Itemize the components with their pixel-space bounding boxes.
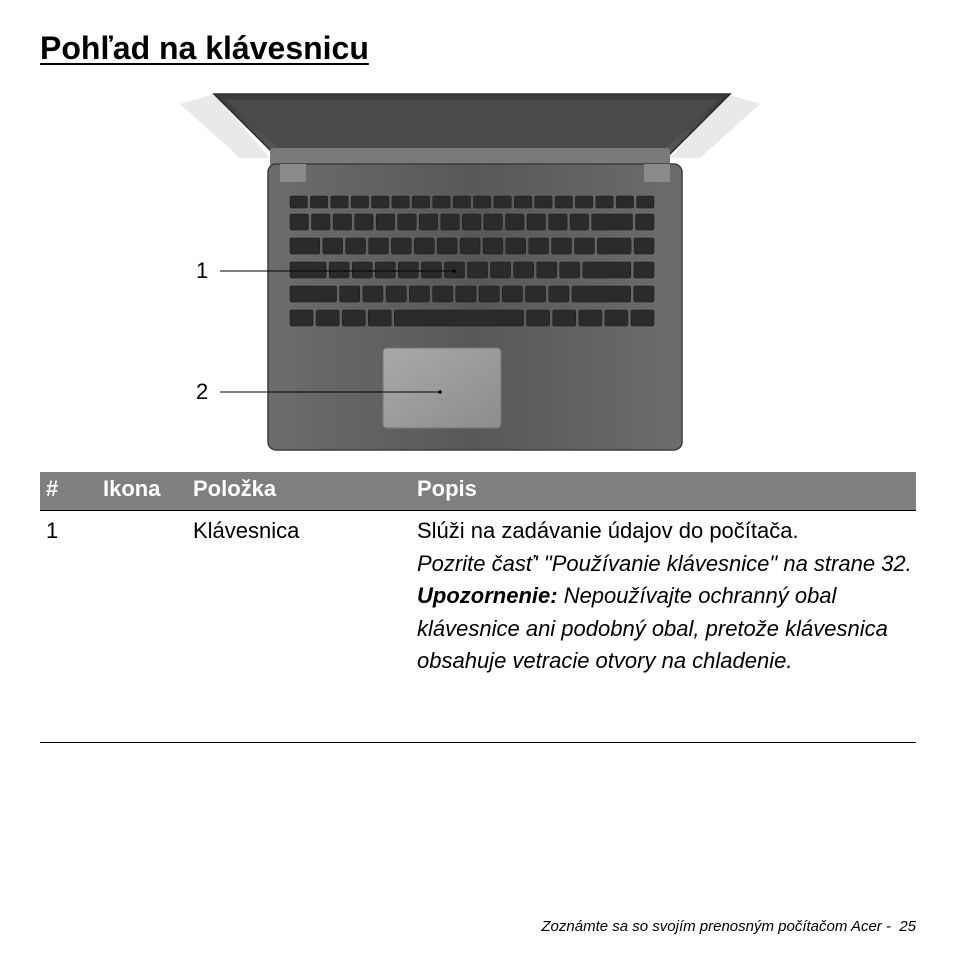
keyboard-key <box>634 286 654 302</box>
keyboard-key <box>637 196 654 208</box>
feature-table <box>40 472 916 743</box>
keyboard-key <box>333 214 352 230</box>
description-note <box>417 580 912 678</box>
keyboard-key <box>419 214 438 230</box>
keyboard-key <box>506 238 526 254</box>
row-description <box>417 515 912 678</box>
row-number: 1 <box>46 518 59 543</box>
footer-text: Zoznámte sa so svojím prenosným počítačom Acer - <box>541 918 891 935</box>
keyboard-key <box>583 262 631 278</box>
keyboard-key <box>456 286 476 302</box>
keyboard-key <box>474 196 491 208</box>
keyboard-key <box>414 238 434 254</box>
keyboard-key <box>631 310 654 326</box>
header-description: Popis <box>417 476 477 501</box>
keyboard-key <box>310 196 327 208</box>
keyboard-key <box>433 286 453 302</box>
keyboard-key <box>331 196 348 208</box>
keyboard-key <box>527 310 550 326</box>
keyboard-key <box>351 196 368 208</box>
keyboard-key <box>572 286 631 302</box>
keyboard-key <box>555 196 572 208</box>
keyboard-key <box>398 214 417 230</box>
keyboard-key <box>355 214 374 230</box>
laptop-illustration <box>170 88 770 458</box>
callout-dot-1 <box>452 269 456 273</box>
keyboard-key <box>363 286 383 302</box>
keyboard-key <box>468 262 488 278</box>
footer-page-number: 25 <box>899 918 916 935</box>
keyboard-key <box>575 238 595 254</box>
description-main: Slúži na zadávanie údajov do počítača. <box>417 518 799 543</box>
keyboard-key <box>394 310 523 326</box>
keyboard-key <box>346 238 366 254</box>
keyboard-key <box>375 262 395 278</box>
keyboard-key <box>290 262 326 278</box>
keyboard-key <box>369 238 389 254</box>
keyboard-key <box>535 196 552 208</box>
laptop-keyboard-figure <box>170 88 770 458</box>
callout-number-2: 2 <box>196 379 209 404</box>
keyboard-key <box>433 196 450 208</box>
laptop-screen <box>226 100 718 156</box>
keyboard-key <box>597 238 631 254</box>
keyboard-key <box>398 262 418 278</box>
keyboard-key <box>526 286 546 302</box>
keyboard-key <box>494 196 511 208</box>
keyboard-key <box>323 238 343 254</box>
keyboard-key <box>386 286 406 302</box>
keyboard-key <box>409 286 429 302</box>
table-row <box>40 511 916 743</box>
keyboard-key <box>552 238 572 254</box>
keyboard-key <box>372 196 389 208</box>
note-text: Nepoužívajte ochranný obal klávesnice ani podobný obal, pretože klávesnica obsahuje vetracie otvory na chladenie. <box>417 583 888 673</box>
keyboard-key <box>342 310 365 326</box>
header-item: Položka <box>193 476 277 501</box>
keyboard-key <box>391 238 411 254</box>
keyboard-key <box>529 238 549 254</box>
page-footer <box>541 918 916 935</box>
keyboard-key <box>290 310 313 326</box>
keyboard-key <box>462 214 481 230</box>
keyboard-key <box>412 196 429 208</box>
keyboard-key <box>290 238 320 254</box>
keyboard-key <box>527 214 546 230</box>
keyboard-key <box>376 214 395 230</box>
keyboard-key <box>616 196 633 208</box>
description-reference: Pozrite časť' "Používanie klávesnice" na strane 32. <box>417 550 912 576</box>
keyboard-key <box>340 286 360 302</box>
hinge-right <box>644 164 670 182</box>
keyboard-key <box>514 196 531 208</box>
keyboard-key <box>483 238 503 254</box>
header-icon: Ikona <box>103 476 161 501</box>
note-label: Upozornenie: <box>417 583 558 608</box>
keyboard-key <box>312 214 331 230</box>
keyboard-key <box>290 286 337 302</box>
keyboard-key <box>491 262 511 278</box>
keyboard-key <box>368 310 391 326</box>
keyboard-key <box>453 196 470 208</box>
keyboard-key <box>502 286 522 302</box>
keyboard-key <box>290 196 307 208</box>
keyboard-key <box>605 310 628 326</box>
keyboard-key <box>592 214 633 230</box>
keyboard-key <box>484 214 503 230</box>
keyboard-key <box>352 262 372 278</box>
keyboard-key <box>579 310 602 326</box>
keyboard-key <box>553 310 576 326</box>
callout-dot-2 <box>438 390 442 394</box>
keyboard-key <box>441 214 460 230</box>
keyboard-key <box>636 214 655 230</box>
keyboard-key <box>460 238 480 254</box>
callout-number-1: 1 <box>196 258 209 283</box>
keyboard-key <box>329 262 349 278</box>
keyboard-key <box>560 262 580 278</box>
keyboard-key <box>575 196 592 208</box>
touchpad <box>383 348 501 428</box>
keyboard-key <box>290 214 309 230</box>
row-item: Klávesnica <box>193 518 300 543</box>
keyboard-key <box>549 214 568 230</box>
keyboard-key <box>570 214 589 230</box>
keyboard-key <box>437 238 457 254</box>
keyboard-key <box>514 262 534 278</box>
keyboard-key <box>549 286 569 302</box>
keyboard-key <box>634 262 654 278</box>
keyboard-key <box>596 196 613 208</box>
page-title: Pohľad na klávesnicu <box>40 30 369 66</box>
keyboard-key <box>316 310 339 326</box>
keyboard-key <box>634 238 654 254</box>
keyboard-key <box>537 262 557 278</box>
keyboard-key <box>506 214 525 230</box>
keyboard-key <box>479 286 499 302</box>
hinge-left <box>280 164 306 182</box>
header-number: # <box>46 476 59 501</box>
keyboard-key <box>421 262 441 278</box>
keyboard-key <box>392 196 409 208</box>
table-header <box>40 472 916 511</box>
